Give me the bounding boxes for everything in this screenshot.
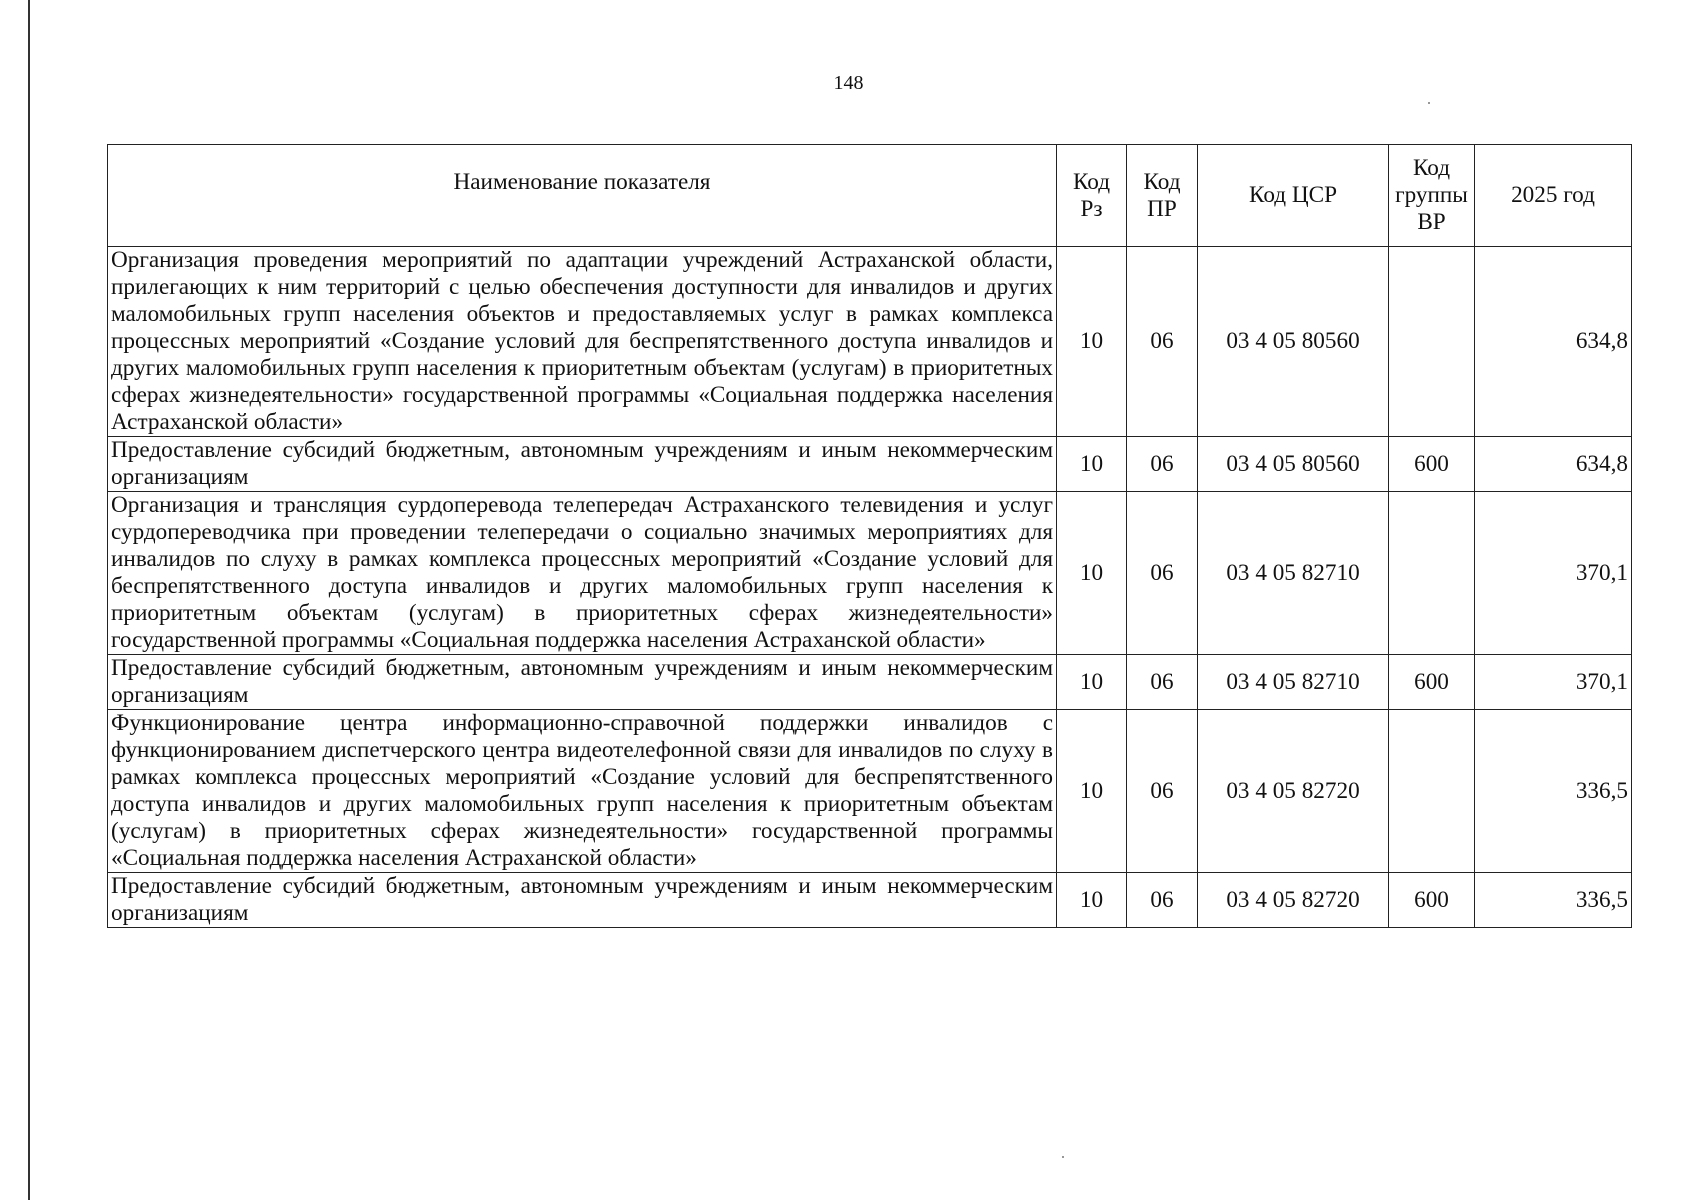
row-rz: 10 xyxy=(1057,492,1127,655)
header-vr: Код группы ВР xyxy=(1389,145,1475,247)
row-amount: 634,8 xyxy=(1475,247,1632,437)
table-row xyxy=(108,437,1632,492)
header-rz: Код Рз xyxy=(1057,145,1127,247)
table-row xyxy=(108,710,1632,873)
header-csr: Код ЦСР xyxy=(1198,145,1389,247)
row-csr: 03 4 05 82720 xyxy=(1198,873,1389,928)
row-name: Функционирование центра информационно-справочной поддержки инвалидов с функционированием диспетчерского центра видеотелефонной связи для инвалидов по слуху в рамках комплекса процессных мероприятий «Создание условий для беспрепятственного доступа инвалидов и других маломобильных групп населения к приоритетным объектам (услугам) в приоритетных сферах жизнедеятельности» государственной программы «Социальная поддержка населения Астраханской области» xyxy=(108,710,1057,873)
row-pr: 06 xyxy=(1127,655,1198,710)
row-vr: 600 xyxy=(1389,655,1475,710)
row-name: Предоставление субсидий бюджетным, автономным учреждениям и иным некоммерческим организациям xyxy=(108,437,1057,492)
row-amount: 370,1 xyxy=(1475,492,1632,655)
header-name: Наименование показателя xyxy=(108,145,1057,247)
row-vr xyxy=(1389,247,1475,437)
row-pr: 06 xyxy=(1127,437,1198,492)
row-csr: 03 4 05 82710 xyxy=(1198,492,1389,655)
table-row xyxy=(108,492,1632,655)
binding-edge-line xyxy=(28,0,30,1200)
row-name: Организация и трансляция сурдоперевода телепередач Астраханского телевидения и услуг сурдопереводчика при проведении телепередачи о социально значимых мероприятиях для инвалидов по слуху в рамках комплекса процессных мероприятий «Создание условий для беспрепятственного доступа инвалидов и других маломобильных групп населения к приоритетным объектам (услугам) в приоритетных сферах жизнедеятельности» государственной программы «Социальная поддержка населения Астраханской области» xyxy=(108,492,1057,655)
row-csr: 03 4 05 82710 xyxy=(1198,655,1389,710)
budget-table xyxy=(107,144,1632,928)
row-pr: 06 xyxy=(1127,492,1198,655)
header-pr: Код ПР xyxy=(1127,145,1198,247)
table-row xyxy=(108,873,1632,928)
row-csr: 03 4 05 80560 xyxy=(1198,437,1389,492)
row-pr: 06 xyxy=(1127,247,1198,437)
row-name: Предоставление субсидий бюджетным, автономным учреждениям и иным некоммерческим организациям xyxy=(108,655,1057,710)
row-amount: 634,8 xyxy=(1475,437,1632,492)
table-header-row xyxy=(108,145,1632,247)
row-vr: 600 xyxy=(1389,437,1475,492)
row-rz: 10 xyxy=(1057,247,1127,437)
row-rz: 10 xyxy=(1057,710,1127,873)
row-amount: 370,1 xyxy=(1475,655,1632,710)
row-rz: 10 xyxy=(1057,873,1127,928)
row-amount: 336,5 xyxy=(1475,873,1632,928)
row-vr xyxy=(1389,492,1475,655)
row-rz: 10 xyxy=(1057,655,1127,710)
row-vr: 600 xyxy=(1389,873,1475,928)
row-csr: 03 4 05 80560 xyxy=(1198,247,1389,437)
row-pr: 06 xyxy=(1127,873,1198,928)
page-number: 148 xyxy=(833,72,864,94)
row-name: Организация проведения мероприятий по адаптации учреждений Астраханской области, прилегающих к ним территорий с целью обеспечения доступности для инвалидов и других маломобильных групп населения объектов и предоставляемых услуг в рамках комплекса процессных мероприятий «Создание условий для беспрепятственного доступа инвалидов и других маломобильных групп населения к приоритетным объектам (услугам) в приоритетных сферах жизнедеятельности» государственной программы «Социальная поддержка населения Астраханской области» xyxy=(108,247,1057,437)
scan-speck xyxy=(1062,1156,1064,1158)
row-csr: 03 4 05 82720 xyxy=(1198,710,1389,873)
table-row xyxy=(108,247,1632,437)
row-amount: 336,5 xyxy=(1475,710,1632,873)
row-pr: 06 xyxy=(1127,710,1198,873)
row-name: Предоставление субсидий бюджетным, автономным учреждениям и иным некоммерческим организациям xyxy=(108,873,1057,928)
scan-speck xyxy=(1428,102,1430,104)
row-rz: 10 xyxy=(1057,437,1127,492)
header-year: 2025 год xyxy=(1475,145,1632,247)
row-vr xyxy=(1389,710,1475,873)
table-row xyxy=(108,655,1632,710)
